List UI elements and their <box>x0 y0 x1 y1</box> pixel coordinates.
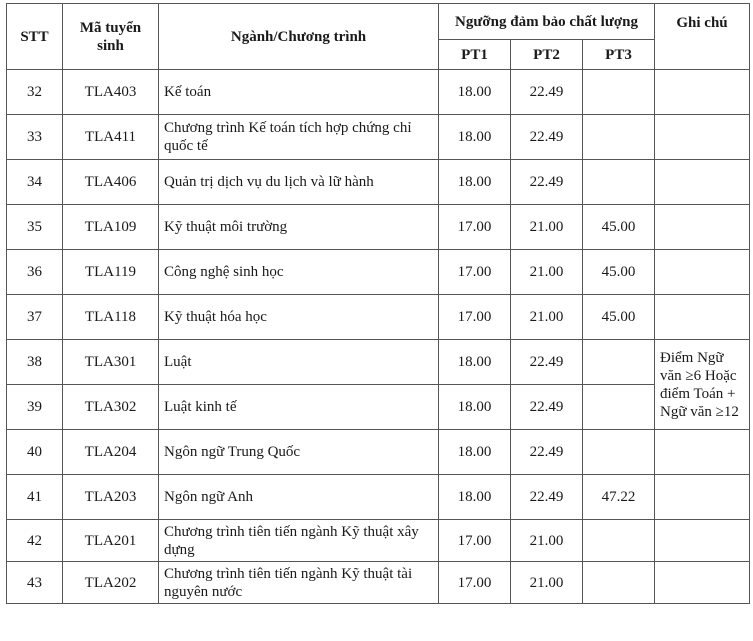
cell-program: Ngôn ngữ Trung Quốc <box>159 430 439 475</box>
cell-pt3 <box>583 115 655 160</box>
table-row <box>7 250 750 295</box>
cell-code: TLA302 <box>63 385 159 430</box>
cell-pt3 <box>583 385 655 430</box>
cell-program: Ngôn ngữ Anh <box>159 475 439 520</box>
cell-pt2: 22.49 <box>511 115 583 160</box>
cell-note <box>655 562 750 604</box>
cell-program: Công nghệ sinh học <box>159 250 439 295</box>
cell-pt1: 18.00 <box>439 385 511 430</box>
cell-code: TLA411 <box>63 115 159 160</box>
cell-pt3: 45.00 <box>583 250 655 295</box>
cell-code: TLA109 <box>63 205 159 250</box>
cell-program: Chương trình tiên tiến ngành Kỹ thuật tài nguyên nước <box>159 562 439 604</box>
cell-note <box>655 295 750 340</box>
cell-note <box>655 160 750 205</box>
cell-pt2: 22.49 <box>511 430 583 475</box>
cell-pt3: 47.22 <box>583 475 655 520</box>
header-code: Mã tuyển sinh <box>63 4 159 70</box>
table-row <box>7 430 750 475</box>
cell-code: TLA201 <box>63 520 159 562</box>
cell-code: TLA204 <box>63 430 159 475</box>
table-row <box>7 160 750 205</box>
header-note: Ghi chú <box>655 4 750 70</box>
cell-program: Chương trình Kế toán tích hợp chứng chỉ quốc tế <box>159 115 439 160</box>
cell-stt: 40 <box>7 430 63 475</box>
table-row <box>7 562 750 604</box>
cell-program: Chương trình tiên tiến ngành Kỹ thuật xây dựng <box>159 520 439 562</box>
cell-pt2: 22.49 <box>511 160 583 205</box>
cell-pt2: 22.49 <box>511 340 583 385</box>
cell-pt2: 21.00 <box>511 250 583 295</box>
header-pt2: PT2 <box>511 40 583 70</box>
admissions-threshold-table <box>6 3 750 604</box>
cell-stt: 32 <box>7 70 63 115</box>
cell-program: Luật kinh tế <box>159 385 439 430</box>
cell-stt: 43 <box>7 562 63 604</box>
cell-pt3: 45.00 <box>583 205 655 250</box>
cell-pt1: 18.00 <box>439 160 511 205</box>
table-row <box>7 340 750 385</box>
cell-pt1: 17.00 <box>439 520 511 562</box>
cell-pt1: 18.00 <box>439 475 511 520</box>
cell-stt: 37 <box>7 295 63 340</box>
cell-pt3 <box>583 562 655 604</box>
header-threshold: Ngưỡng đảm bảo chất lượng <box>439 4 655 40</box>
cell-program: Kỹ thuật môi trường <box>159 205 439 250</box>
cell-pt3 <box>583 520 655 562</box>
cell-code: TLA118 <box>63 295 159 340</box>
cell-pt1: 18.00 <box>439 70 511 115</box>
cell-stt: 39 <box>7 385 63 430</box>
cell-pt2: 21.00 <box>511 205 583 250</box>
cell-program: Luật <box>159 340 439 385</box>
cell-stt: 33 <box>7 115 63 160</box>
cell-pt1: 17.00 <box>439 295 511 340</box>
table-row <box>7 70 750 115</box>
cell-note <box>655 520 750 562</box>
cell-stt: 41 <box>7 475 63 520</box>
cell-pt1: 17.00 <box>439 205 511 250</box>
cell-pt3 <box>583 430 655 475</box>
cell-stt: 36 <box>7 250 63 295</box>
cell-pt2: 22.49 <box>511 385 583 430</box>
header-pt1: PT1 <box>439 40 511 70</box>
cell-note <box>655 250 750 295</box>
cell-note <box>655 70 750 115</box>
cell-pt1: 18.00 <box>439 340 511 385</box>
cell-note-law: Điểm Ngữ văn ≥6 Hoặc điểm Toán + Ngữ văn ≥12 <box>655 340 750 430</box>
cell-pt2: 21.00 <box>511 562 583 604</box>
cell-stt: 34 <box>7 160 63 205</box>
cell-code: TLA403 <box>63 70 159 115</box>
header-program: Ngành/Chương trình <box>159 4 439 70</box>
cell-note <box>655 115 750 160</box>
cell-pt1: 17.00 <box>439 562 511 604</box>
cell-pt1: 18.00 <box>439 115 511 160</box>
cell-program: Kỹ thuật hóa học <box>159 295 439 340</box>
cell-pt2: 22.49 <box>511 70 583 115</box>
cell-pt2: 22.49 <box>511 475 583 520</box>
table-row <box>7 385 750 430</box>
cell-note <box>655 430 750 475</box>
cell-pt3: 45.00 <box>583 295 655 340</box>
cell-code: TLA301 <box>63 340 159 385</box>
cell-note <box>655 205 750 250</box>
header-row-top <box>7 4 750 40</box>
cell-pt2: 21.00 <box>511 295 583 340</box>
table-row <box>7 205 750 250</box>
cell-pt1: 17.00 <box>439 250 511 295</box>
cell-pt3 <box>583 340 655 385</box>
cell-stt: 42 <box>7 520 63 562</box>
table-row <box>7 520 750 562</box>
cell-code: TLA119 <box>63 250 159 295</box>
cell-code: TLA202 <box>63 562 159 604</box>
table-row <box>7 475 750 520</box>
cell-pt3 <box>583 70 655 115</box>
cell-pt2: 21.00 <box>511 520 583 562</box>
cell-note <box>655 475 750 520</box>
header-pt3: PT3 <box>583 40 655 70</box>
table-row <box>7 295 750 340</box>
cell-program: Kế toán <box>159 70 439 115</box>
cell-pt3 <box>583 160 655 205</box>
cell-program: Quản trị dịch vụ du lịch và lữ hành <box>159 160 439 205</box>
cell-code: TLA406 <box>63 160 159 205</box>
table-row <box>7 115 750 160</box>
cell-stt: 35 <box>7 205 63 250</box>
cell-stt: 38 <box>7 340 63 385</box>
cell-pt1: 18.00 <box>439 430 511 475</box>
header-stt: STT <box>7 4 63 70</box>
cell-code: TLA203 <box>63 475 159 520</box>
